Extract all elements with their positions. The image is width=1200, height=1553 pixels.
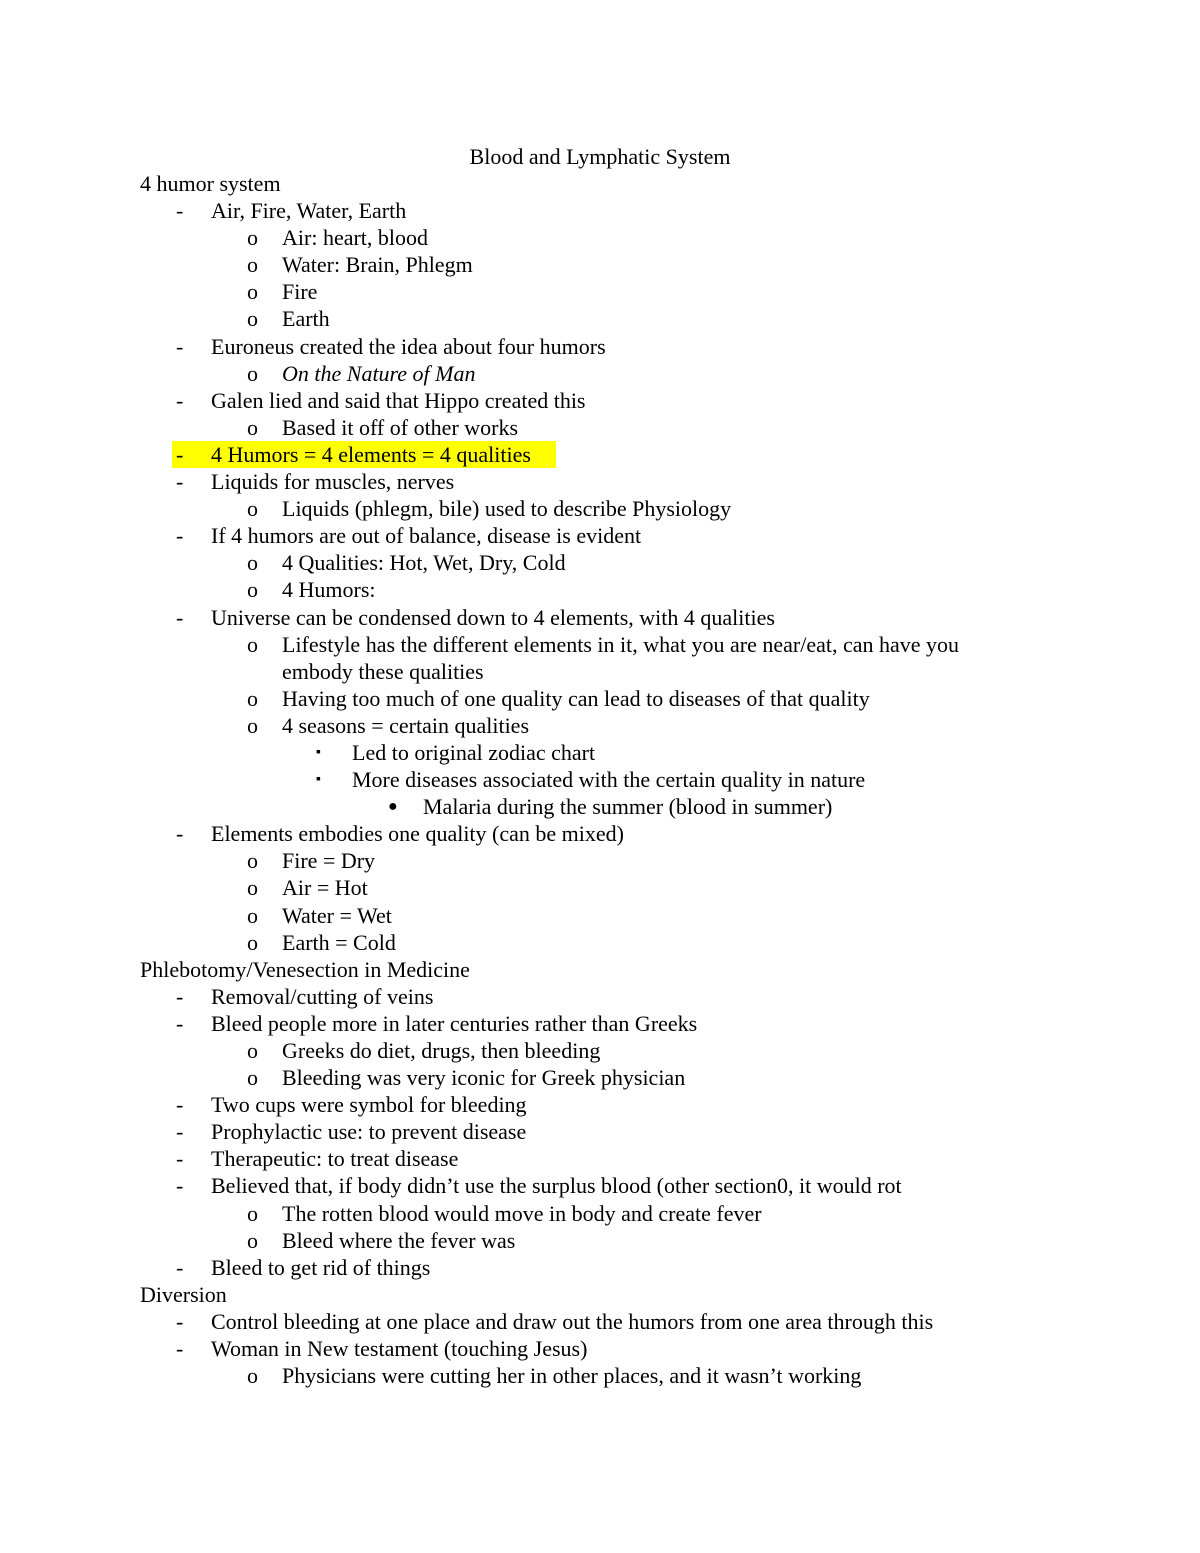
list-item-text: Bleed people more in later centuries rather than Greeks — [211, 1010, 698, 1036]
list-item — [0, 1308, 1200, 1335]
list-item — [0, 468, 1200, 495]
list-item — [0, 847, 1200, 874]
list-item — [0, 712, 1200, 739]
list-item-text: Woman in New testament (touching Jesus) — [211, 1336, 588, 1362]
list-item-text: Control bleeding at one place and draw out the humors from one area through this — [211, 1308, 934, 1334]
list-item-text: Air: heart, blood — [282, 225, 429, 251]
list-item — [0, 441, 1200, 468]
list-item — [0, 197, 1200, 224]
list-item-text: On the Nature of Man — [282, 360, 476, 386]
list-item — [0, 1172, 1200, 1199]
bullet-marker: o — [247, 1363, 258, 1389]
list-item — [0, 1254, 1200, 1281]
bullet-marker: o — [247, 496, 258, 522]
list-item — [0, 224, 1200, 251]
bullet-marker: ▪ — [316, 772, 321, 788]
list-item-text: Bleed where the fever was — [282, 1227, 516, 1253]
list-item-text: Bleed to get rid of things — [211, 1254, 431, 1280]
list-item-text: Malaria during the summer (blood in summer) — [423, 794, 833, 820]
outline-list — [0, 170, 1200, 1389]
list-item — [0, 685, 1200, 712]
bullet-marker: o — [247, 225, 258, 251]
list-item-text: Liquids for muscles, nerves — [211, 469, 455, 495]
bullet-marker: o — [247, 360, 258, 386]
list-item — [0, 766, 1200, 793]
page-title: Blood and Lymphatic System — [469, 144, 731, 169]
list-item — [0, 1037, 1200, 1064]
list-item — [0, 576, 1200, 603]
bullet-marker: o — [247, 1200, 258, 1226]
bullet-marker: - — [176, 821, 184, 847]
bullet-marker: o — [247, 875, 258, 901]
list-item-text: Bleeding was very iconic for Greek physician — [282, 1065, 686, 1091]
bullet-marker: - — [176, 523, 184, 549]
bullet-marker: - — [176, 441, 184, 467]
bullet-marker: o — [247, 414, 258, 440]
list-item-text: Water = Wet — [282, 902, 392, 928]
bullet-marker: - — [176, 1308, 184, 1334]
list-item-text: More diseases associated with the certain quality in nature — [352, 767, 866, 793]
list-item — [0, 1118, 1200, 1145]
list-item-text: Galen lied and said that Hippo created this — [211, 387, 586, 413]
section-heading — [0, 1281, 1200, 1308]
bullet-marker: o — [247, 848, 258, 874]
bullet-marker: o — [247, 902, 258, 928]
bullet-marker: - — [176, 604, 184, 630]
list-item-text: 4 Qualities: Hot, Wet, Dry, Cold — [282, 550, 566, 576]
section-heading — [0, 956, 1200, 983]
list-item-text: 4 Humors = 4 elements = 4 qualities — [211, 441, 531, 467]
bullet-marker: - — [176, 198, 184, 224]
list-item-text: 4 seasons = certain qualities — [282, 712, 530, 738]
bullet-marker: o — [247, 577, 258, 603]
list-item — [0, 1200, 1200, 1227]
list-item — [0, 1335, 1200, 1362]
list-item-text: Therapeutic: to treat disease — [211, 1146, 459, 1172]
list-item — [0, 360, 1200, 387]
list-item-text: Believed that, if body didn’t use the surplus blood (other section0, it would rot — [211, 1173, 902, 1199]
bullet-marker: - — [176, 983, 184, 1009]
list-item — [0, 1145, 1200, 1172]
list-item — [0, 414, 1200, 441]
list-item-text: Air, Fire, Water, Earth — [211, 198, 407, 224]
list-item-text: Prophylactic use: to prevent disease — [211, 1119, 527, 1145]
list-item-text: Phlebotomy/Venesection in Medicine — [140, 956, 470, 982]
bullet-marker: - — [176, 1010, 184, 1036]
list-item — [0, 902, 1200, 929]
bullet-marker: o — [247, 252, 258, 278]
list-item-text: Lifestyle has the different elements in it, what you are near/eat, can have you — [282, 631, 960, 657]
list-item-text: embody these qualities — [282, 658, 484, 684]
bullet-marker: o — [247, 279, 258, 305]
list-item — [0, 658, 1200, 685]
bullet-marker: ▪ — [316, 744, 321, 760]
list-item-text: Two cups were symbol for bleeding — [211, 1092, 527, 1118]
list-item — [0, 793, 1200, 820]
list-item — [0, 604, 1200, 631]
list-item-text: Greeks do diet, drugs, then bleeding — [282, 1038, 601, 1063]
bullet-marker: o — [247, 929, 258, 955]
bullet-marker: - — [176, 1254, 184, 1280]
list-item-text: The rotten blood would move in body and create fever — [282, 1200, 762, 1226]
bullet-marker: - — [176, 333, 184, 359]
list-item — [0, 1010, 1200, 1037]
list-item-text: Fire — [282, 279, 318, 305]
list-item-text: Water: Brain, Phlegm — [282, 252, 473, 278]
bullet-marker: - — [176, 1119, 184, 1145]
list-item-text: 4 humor system — [140, 171, 281, 196]
list-item — [0, 1064, 1200, 1091]
list-item — [0, 305, 1200, 332]
bullet-marker: o — [247, 631, 258, 657]
list-item — [0, 333, 1200, 360]
list-item-text: If 4 humors are out of balance, disease is evident — [211, 523, 642, 549]
bullet-marker: o — [247, 550, 258, 576]
list-item-text: 4 Humors: — [282, 577, 376, 603]
list-item-text: Euroneus created the idea about four humors — [211, 333, 606, 359]
list-item — [0, 278, 1200, 305]
list-item-text: Earth — [282, 306, 330, 332]
list-item-text: Physicians were cutting her in other places, and it wasn’t working — [282, 1363, 862, 1389]
list-item — [0, 874, 1200, 901]
list-item — [0, 929, 1200, 956]
list-item — [0, 739, 1200, 766]
bullet-marker: o — [247, 306, 258, 332]
section-heading — [0, 170, 1200, 197]
bullet-marker: ● — [388, 798, 398, 816]
list-item-text: Air = Hot — [282, 875, 368, 901]
list-item-text: Earth = Cold — [282, 929, 396, 955]
bullet-marker: o — [247, 1038, 258, 1063]
list-item — [0, 522, 1200, 549]
list-item — [0, 251, 1200, 278]
list-item — [0, 1091, 1200, 1118]
list-item-text: Elements embodies one quality (can be mixed) — [211, 821, 624, 847]
list-item-text: Fire = Dry — [282, 848, 376, 874]
list-item-text: Diversion — [140, 1281, 227, 1307]
bullet-marker: o — [247, 1065, 258, 1091]
bullet-marker: - — [176, 387, 184, 413]
bullet-marker: o — [247, 685, 258, 711]
list-item — [0, 983, 1200, 1010]
bullet-marker: - — [176, 469, 184, 495]
list-item-text: Led to original zodiac chart — [352, 739, 596, 765]
bullet-marker: o — [247, 1227, 258, 1253]
bullet-marker: - — [176, 1336, 184, 1362]
list-item — [0, 495, 1200, 522]
bullet-marker: - — [176, 1092, 184, 1118]
bullet-marker: o — [247, 712, 258, 738]
list-item-text: Having too much of one quality can lead to diseases of that quality — [282, 685, 870, 711]
bullet-marker: - — [176, 1146, 184, 1172]
list-item-text: Based it off of other works — [282, 414, 519, 440]
list-item — [0, 820, 1200, 847]
list-item — [0, 1227, 1200, 1254]
list-item — [0, 1362, 1200, 1389]
list-item-text: Universe can be condensed down to 4 elements, with 4 qualities — [211, 604, 775, 630]
list-item — [0, 631, 1200, 658]
list-item-text: Liquids (phlegm, bile) used to describe Physiology — [282, 496, 732, 522]
list-item — [0, 549, 1200, 576]
list-item — [0, 387, 1200, 414]
list-item-text: Removal/cutting of veins — [211, 983, 434, 1009]
bullet-marker: - — [176, 1173, 184, 1199]
